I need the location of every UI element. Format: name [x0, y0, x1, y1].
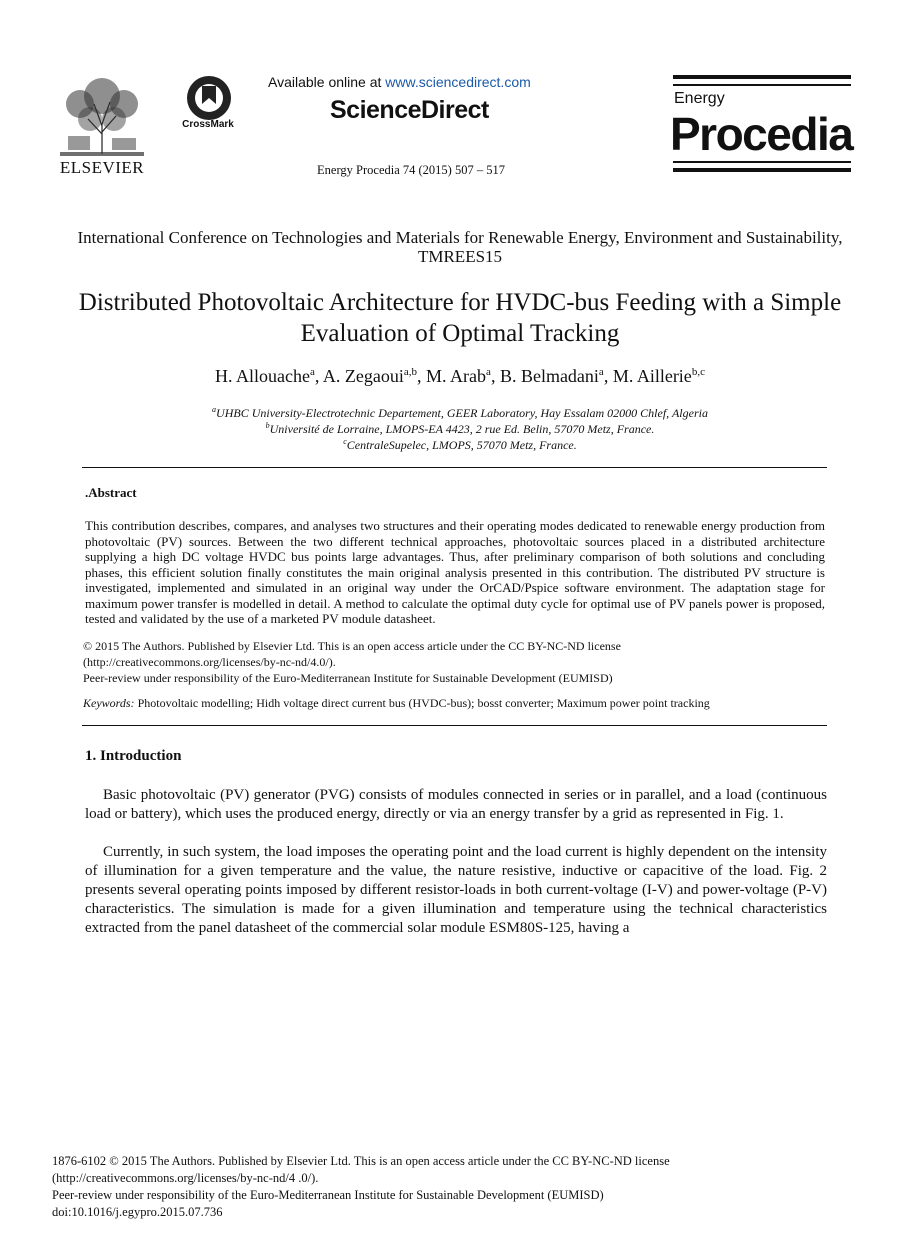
body-paragraph: Currently, in such system, the load imposes the operating point and the load current is highly dependent on the intensity of illumination for a given temperature and the value, the nature resistive, inductive or capacitive of the load. Fig. 2 presents several operating points imposed by different resistor-loads in both current-voltage (I-V) and power-voltage (P-V) characteristics. The simulation is made for a given illumination and temperature using the technical characteristics extracted from the panel datasheet of the commercial solar module ESM80S-125, having a [85, 844, 827, 936]
keywords-list: Photovoltaic modelling; Hidh voltage direct current bus (HVDC-bus); bosst converter; Maximum power point tracking [134, 696, 710, 710]
journal-logo-rule [673, 75, 851, 79]
author-affiliation-mark: b,c [691, 366, 705, 378]
abstract-heading: .Abstract [85, 485, 137, 500]
affiliation [70, 421, 850, 437]
license-line: © 2015 The Authors. Published by Elsevier Ltd. This is an open access article under the CC BY-NC-ND license [83, 639, 621, 653]
introduction-heading: 1. Introduction [85, 748, 182, 764]
page-footer [52, 1153, 670, 1221]
author-affiliation-mark: a [310, 366, 315, 378]
affiliation-text: Université de Lorraine, LMOPS-EA 4423, 2 rue Ed. Belin, 57070 Metz, France. [269, 422, 655, 436]
available-prefix: Available online at [268, 74, 386, 90]
author-name: M. Aillerie [612, 366, 692, 386]
affiliation-mark: b [265, 421, 270, 430]
affiliation-mark: c [343, 437, 347, 446]
section-divider [82, 467, 827, 468]
license-link[interactable]: (http://creativecommons.org/licenses/by-nc-nd/4.0/). [83, 655, 336, 669]
footer-peer-review: Peer-review under responsibility of the Euro-Mediterranean Institute for Sustainable Development (EUMISD) [52, 1188, 604, 1202]
affiliation-text: UHBC University-Electrotechnic Departement, GEER Laboratory, Hay Essalam 02000 Chlef, Algeria [216, 406, 708, 420]
section-divider [82, 725, 827, 726]
sciencedirect-wordmark: ScienceDirect [330, 96, 489, 124]
conference-name: International Conference on Technologies and Materials for Renewable Energy, Environment and Sustainability, TMREES15 [77, 228, 843, 266]
author-name: H. Allouache [215, 366, 311, 386]
affiliation-mark: a [212, 405, 217, 414]
author-list: H. Allouache$^a$, A. Zegaoui$^{a,b}$, M. Arab$^a$, B. Belmadani$^a$, M. Aillerie$^{b,c}$ [215, 366, 705, 386]
affiliation-text: CentraleSupelec, LMOPS, 57070 Metz, France. [346, 438, 577, 452]
peer-review-notice: Peer-review under responsibility of the Euro-Mediterranean Institute for Sustainable Development (EUMISD) [83, 671, 613, 685]
author-name: A. Zegaoui [322, 366, 404, 386]
journal-logo-energy: Energy [674, 90, 725, 107]
crossmark-label: CrossMark [182, 119, 234, 130]
footer-doi[interactable]: doi:10.1016/j.egypro.2015.07.736 [52, 1205, 223, 1219]
journal-logo-rule [673, 168, 851, 172]
paper-title: Distributed Photovoltaic Architecture for HVDC-bus Feeding with a Simple Evaluation of Optimal Tracking [78, 289, 842, 347]
license-notice [83, 638, 621, 670]
author-affiliation-mark: a [486, 366, 491, 378]
footer-license-link[interactable]: (http://creativecommons.org/licenses/by-nc-nd/4 .0/). [52, 1171, 319, 1185]
elsevier-wordmark: ELSEVIER [59, 158, 145, 177]
abstract-text: This contribution describes, compares, and analyses two structures and their operating modes dedicated to renewable energy production from photovoltaic (PV) sources. Between the two different technical approaches, photovoltaic sources placed in a distributed architecture supplying a high DC voltage HVDC bus points large advantages. Thus, after preliminary comparison of both solutions and concluding phases, this efficient solution finally constitutes the main original analysis presented in this contribution. The distributed PV structure is investigated, implemented and simulated in an original way under the OrCAD/Pspice software environment. The adaptation stage for maximum power transfer is modelled in detail. A method to calculate the optimal duty cycle for optimal use of PV panels power is proposed, tested and validated by the use of a marketed PV module datasheet. [85, 518, 825, 626]
keywords-label: Keywords: [83, 696, 135, 710]
affiliation [70, 437, 850, 453]
journal-logo-rule [673, 161, 851, 163]
author-affiliation-mark: a,b [403, 366, 418, 378]
keywords-line [83, 696, 710, 711]
journal-logo-procedia: Procedia [670, 108, 853, 160]
journal-reference: Energy Procedia 74 (2015) 507 – 517 [317, 163, 505, 177]
journal-logo-rule [673, 84, 851, 86]
footer-issn-license: 1876-6102 © 2015 The Authors. Published by Elsevier Ltd. This is an open access article under the CC BY-NC-ND license [52, 1154, 670, 1168]
author-name: B. Belmadani [499, 366, 599, 386]
body-paragraph: Basic photovoltaic (PV) generator (PVG) consists of modules connected in series or in parallel, and a load (continuous load or battery), which uses the produced energy, directly or via an energy transfer by a grid as represented in Fig. 1. [85, 787, 827, 822]
available-online-line [268, 74, 531, 90]
affiliation [70, 405, 850, 421]
author-name: M. Arab [426, 366, 487, 386]
sciencedirect-link[interactable]: www.sciencedirect.com [385, 74, 531, 90]
author-affiliation-mark: a [598, 366, 604, 378]
